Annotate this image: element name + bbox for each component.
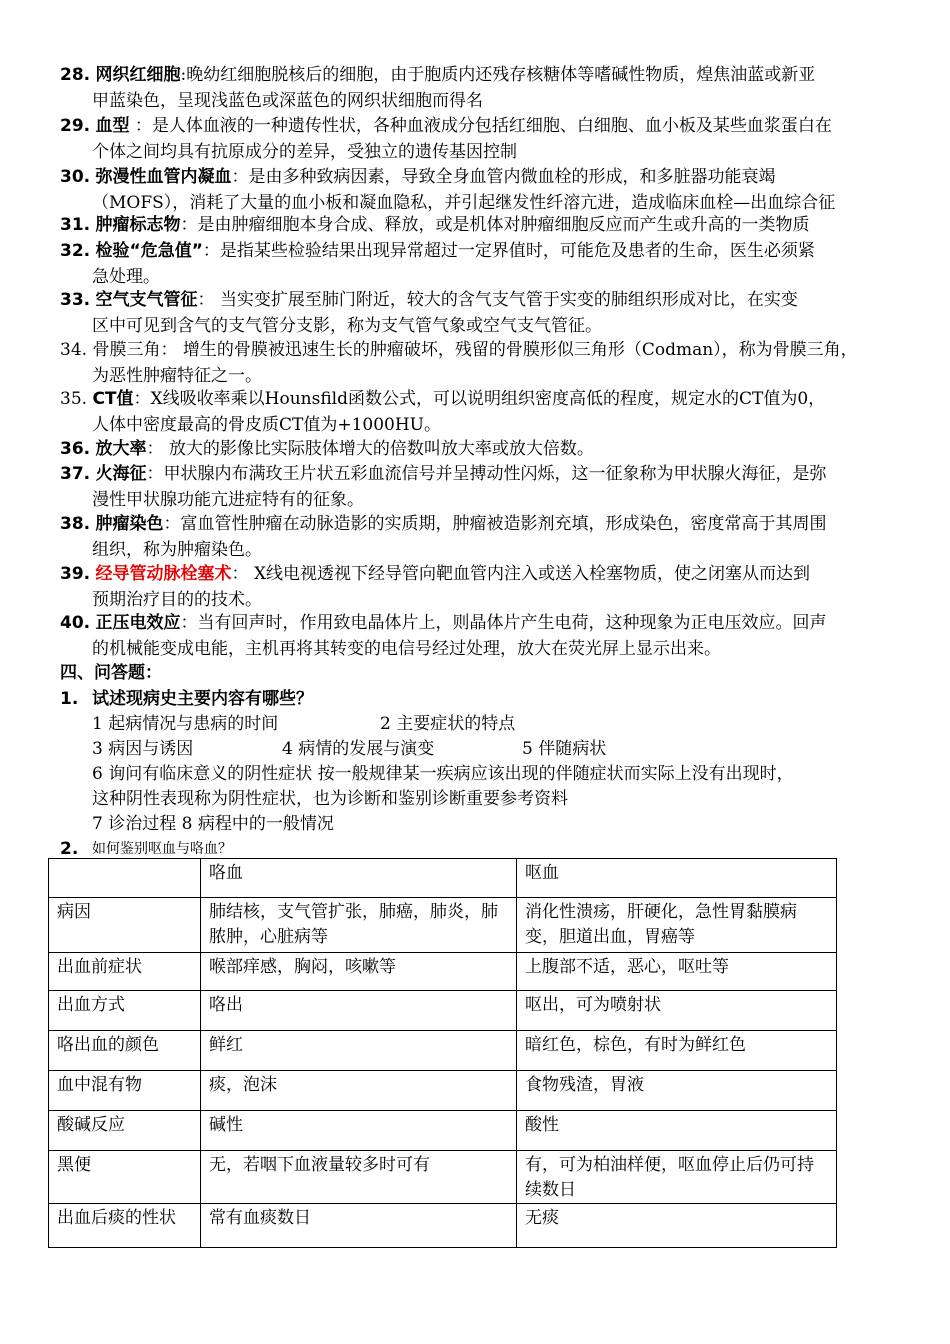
definition-term: 弥漫性血管内凝血 [95, 167, 232, 187]
table-cell: 消化性溃疡，肝硬化，急性胃黏膜病变，胆道出血，胃癌等 [517, 898, 837, 953]
answer-item-5: 5 伴随病状 [522, 739, 607, 759]
definition-31 [60, 212, 910, 238]
definition-term: 血型 [95, 116, 130, 136]
definition-text-cont: 的机械能变成电能，主机再将其转变的电信号经过处理，放大在荧光屏上显示出来。 [92, 639, 721, 659]
definition-separator: : [180, 65, 187, 85]
answer-item-1: 1 起病情况与患病的时间 [92, 714, 279, 734]
definition-text: 增生的骨膜被迅速生长的肿瘤破坏，残留的骨膜形似三角形（Codman），称为骨膜三角， [182, 340, 858, 360]
answer-item-2: 2 主要症状的特点 [380, 714, 516, 734]
definition-number: 38. [60, 514, 91, 534]
definition-number: 31. [60, 215, 91, 235]
definition-term: 网织红细胞 [95, 65, 181, 85]
table-row [49, 1204, 837, 1248]
definition-number: 35. [60, 389, 88, 409]
table-cell: 碱性 [201, 1111, 517, 1151]
definition-separator: ： [180, 613, 198, 633]
table-row [49, 1151, 837, 1204]
table-cell: 黑便 [49, 1151, 201, 1204]
table-header-cell: 呕血 [517, 859, 837, 898]
answer-item-4: 4 病情的发展与演变 [282, 739, 435, 759]
definition-number: 32. [60, 241, 91, 261]
table-cell: 咯出血的颜色 [49, 1031, 201, 1071]
definition-text: X线电视透视下经导管向靶血管内注入或送入栓塞物质，使之闭塞从而达到 [253, 564, 811, 584]
definition-separator: ： [231, 167, 249, 187]
definition-number: 40. [60, 613, 91, 633]
question-1-number: 1. [60, 689, 79, 709]
definition-30 [60, 164, 910, 216]
definition-text-cont: 甲蓝染色，呈现浅蓝色或深蓝色的网织状细胞而得名 [92, 91, 483, 111]
definition-separator: ： [146, 439, 169, 459]
question-1-title: 试述现病史主要内容有哪些？ [92, 689, 313, 709]
definition-term: CT值 [92, 389, 134, 409]
comparison-table [48, 858, 837, 1248]
definition-number: 39. [60, 564, 91, 584]
table-header-row [49, 859, 837, 898]
definition-number: 33. [60, 290, 91, 310]
definition-separator: ： [163, 514, 181, 534]
table-cell: 痰，泡沫 [201, 1071, 517, 1111]
definition-text: 晚幼红细胞脱核后的细胞，由于胞质内还残存核糖体等嗜碱性物质，煌焦油蓝或新亚 [186, 65, 816, 85]
definition-37 [60, 461, 910, 513]
definition-35 [60, 386, 910, 438]
definition-text-cont: 预期治疗目的的技术。 [92, 590, 262, 610]
definition-28 [60, 62, 910, 114]
definition-text-cont: （MOFS），消耗了大量的血小板和凝血隐私，并引起继发性纤溶亢进，造成临床血栓—出血综合征 [92, 193, 836, 213]
definition-text-cont: 为恶性肿瘤特征之一。 [92, 366, 262, 386]
definition-text: 是指某些检验结果出现异常超过一定界值时，可能危及患者的生命，医生必须紧 [219, 241, 815, 261]
answer-item-6-cont: 这种阴性表现称为阴性症状，也为诊断和鉴别诊断重要参考资料 [92, 789, 568, 809]
table-header-cell [49, 859, 201, 898]
definition-39 [60, 561, 910, 613]
definition-number: 36. [60, 439, 91, 459]
definition-text-cont: 漫性甲状腺功能亢进症特有的征象。 [92, 490, 364, 510]
table-row [49, 991, 837, 1031]
table-cell: 无痰 [517, 1204, 837, 1248]
definition-32 [60, 238, 910, 290]
definition-text: 是由肿瘤细胞本身合成、释放，或是机体对肿瘤细胞反应而产生或升高的一类物质 [197, 215, 810, 235]
definition-text-cont: 区中可见到含气的支气管分支影，称为支气管气象或空气支气管征。 [92, 316, 602, 336]
definition-term: 肿瘤标志物 [95, 215, 181, 235]
definition-text-cont: 急处理。 [92, 267, 160, 287]
table-cell: 有，可为柏油样便，呕血停止后仍可持续数日 [517, 1151, 837, 1204]
table-cell: 出血方式 [49, 991, 201, 1031]
definition-term: 正压电效应 [95, 613, 181, 633]
definition-separator: ： [231, 564, 254, 584]
table-row [49, 898, 837, 953]
table-row [49, 953, 837, 991]
definition-36 [60, 436, 910, 462]
definition-separator: ： [202, 241, 220, 261]
definition-text-cont: 人体中密度最高的骨皮质CT值为+1000HU。 [92, 415, 442, 435]
definition-separator: ： [146, 464, 164, 484]
table-cell: 出血后痰的性状 [49, 1204, 201, 1248]
definition-term: 放大率 [95, 439, 147, 459]
definition-40 [60, 610, 910, 662]
definition-text: 当实变扩展至肺门附近，较大的含气支气管于实变的肺组织形成对比，在实变 [219, 290, 798, 310]
definition-term: 空气支气管征 [95, 290, 198, 310]
table-cell: 食物残渣，胃液 [517, 1071, 837, 1111]
definition-separator: ： [133, 389, 151, 409]
definition-separator: ： [180, 215, 198, 235]
definition-text: X线吸收率乘以Hounsfild函数公式，可以说明组织密度高低的程度，规定水的CT值为0， [150, 389, 826, 409]
answer-item-7-8: 7 诊治过程 8 病程中的一般情况 [92, 814, 334, 834]
definition-term: 肿瘤染色 [95, 514, 164, 534]
table-cell: 无，若咽下血液量较多时可有 [201, 1151, 517, 1204]
definition-text-cont: 个体之间均具有抗原成分的差异，受独立的遗传基因控制 [92, 142, 517, 162]
table-cell: 喉部痒感，胸闷，咳嗽等 [201, 953, 517, 991]
answer-item-3: 3 病因与诱因 [92, 739, 194, 759]
question-2-number: 2. [60, 839, 79, 859]
definition-term-highlighted: 经导管动脉栓塞术 [95, 564, 232, 584]
table-cell: 呕出，可为喷射状 [517, 991, 837, 1031]
question-2-title: 如何鉴别呕血与咯血？ [92, 841, 232, 857]
definition-term: 检验“危急值” [95, 241, 203, 261]
definition-number: 37. [60, 464, 91, 484]
table-header-cell: 咯血 [201, 859, 517, 898]
definition-34 [60, 337, 910, 389]
definition-text-cont: 组织，称为肿瘤染色。 [92, 540, 262, 560]
table-cell: 出血前症状 [49, 953, 201, 991]
table-cell: 酸性 [517, 1111, 837, 1151]
definition-text: 富血管性肿瘤在动脉造影的实质期，肿瘤被造影剂充填，形成染色，密度常高于其周围 [180, 514, 827, 534]
definition-separator: ： [160, 340, 183, 360]
definition-text: 当有回声时，作用致电晶体片上，则晶体片产生电荷，这种现象为正电压效应。回声 [197, 613, 827, 633]
table-cell: 咯出 [201, 991, 517, 1031]
table-row [49, 1111, 837, 1151]
definition-number: 34. [60, 340, 88, 360]
table-cell: 病因 [49, 898, 201, 953]
definition-number: 28. [60, 65, 91, 85]
definition-text: 甲状腺内布满玫王片状五彩血流信号并呈搏动性闪烁，这一征象称为甲状腺火海征，是弥 [163, 464, 827, 484]
table-cell: 上腹部不适，恶心，呕吐等 [517, 953, 837, 991]
definition-term: 火海征 [95, 464, 147, 484]
definition-33 [60, 287, 910, 339]
definition-term: 骨膜三角 [92, 340, 161, 360]
table-cell: 暗红色，棕色，有时为鲜红色 [517, 1031, 837, 1071]
definition-29 [60, 113, 910, 165]
table-cell: 常有血痰数日 [201, 1204, 517, 1248]
definition-number: 30. [60, 167, 91, 187]
definition-text: 放大的影像比实际肢体增大的倍数叫放大率或放大倍数。 [168, 439, 594, 459]
definition-separator: ： [197, 290, 220, 310]
table-row [49, 1071, 837, 1111]
definition-separator: ： [129, 116, 152, 136]
answer-item-6: 6 询问有临床意义的阴性症状 按一般规律某一疾病应该出现的伴随症状而实际上没有出现时， [92, 764, 794, 784]
section-title: 四、问答题： [60, 663, 162, 683]
definition-number: 29. [60, 116, 91, 136]
definition-38 [60, 511, 910, 563]
table-cell: 鲜红 [201, 1031, 517, 1071]
definition-text: 是由多种致病因素，导致全身血管内微血栓的形成，和多脏器功能衰竭 [248, 167, 776, 187]
table-cell: 酸碱反应 [49, 1111, 201, 1151]
table-cell: 血中混有物 [49, 1071, 201, 1111]
table-row [49, 1031, 837, 1071]
table-cell: 肺结核，支气管扩张，肺癌，肺炎，肺脓肿，心脏病等 [201, 898, 517, 953]
definition-text: 是人体血液的一种遗传性状，各种血液成分包括红细胞、白细胞、血小板及某些血浆蛋白在 [151, 116, 832, 136]
